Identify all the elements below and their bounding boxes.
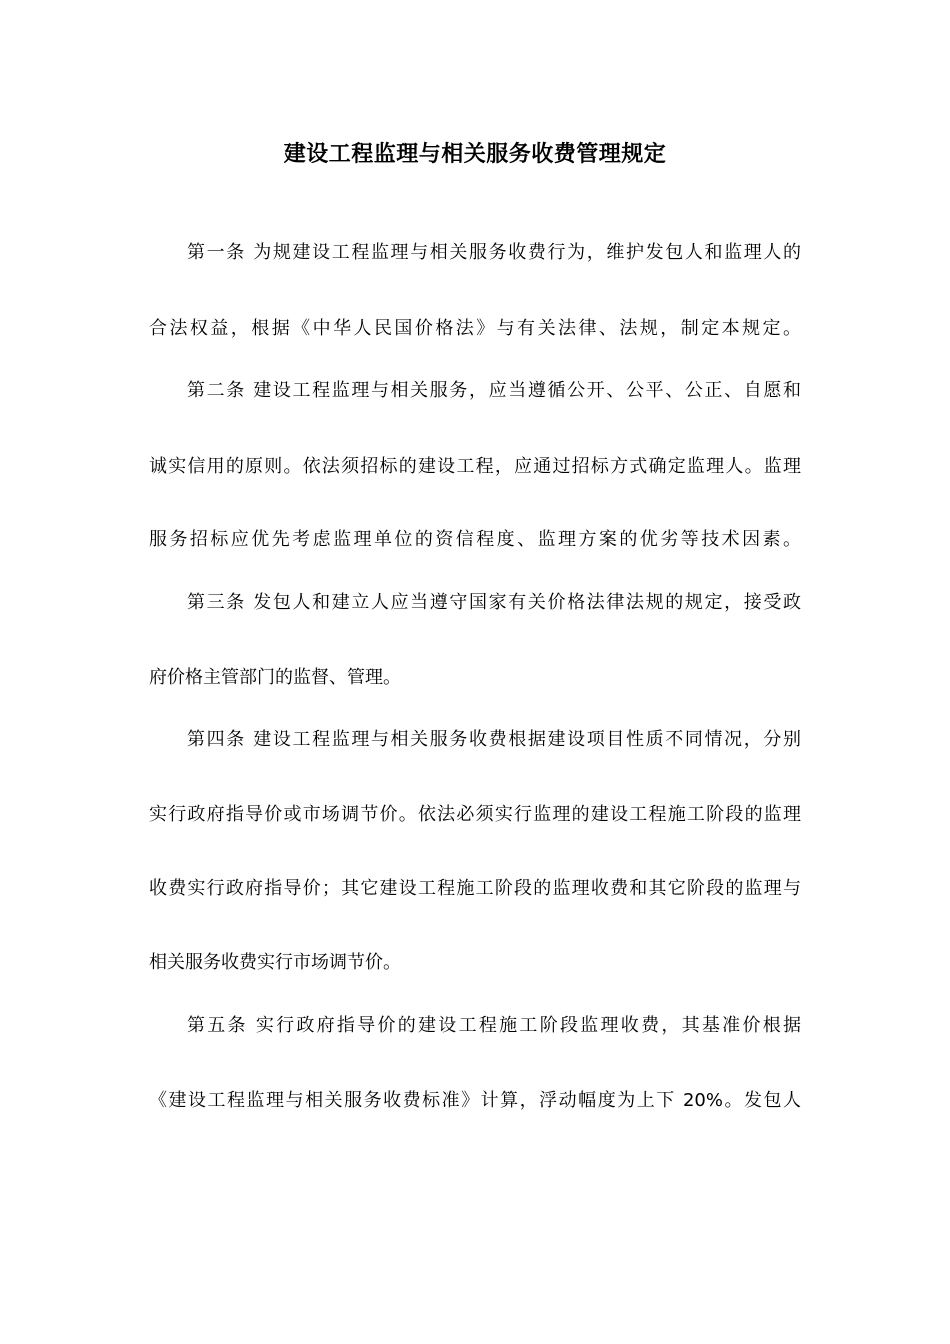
article-4-line-3: 收费实行政府指导价；其它建设工程施工阶段的监理收费和其它阶段的监理与: [149, 878, 801, 899]
document-title: 建设工程监理与相关服务收费管理规定: [283, 142, 667, 167]
article-1-line-2: 合法权益，根据《中华人民国价格法》与有关法律、法规，制定本规定。: [149, 318, 801, 339]
article-4-line-2: 实行政府指导价或市场调节价。依法必须实行监理的建设工程施工阶段的监理: [149, 804, 801, 825]
article-4-line-4: 相关服务收费实行市场调节价。: [149, 952, 401, 973]
article-2-line-1: 第二条 建设工程监理与相关服务，应当遵循公开、公平、公正、自愿和: [187, 380, 801, 401]
article-1-line-1: 第一条 为规建设工程监理与相关服务收费行为，维护发包人和监理人的: [187, 242, 801, 263]
article-5-line-1: 第五条 实行政府指导价的建设工程施工阶段监理收费，其基准价根据: [187, 1015, 801, 1036]
article-5-line-2: 《建设工程监理与相关服务收费标准》计算，浮动幅度为上下 20%。发包人: [149, 1090, 801, 1111]
article-3-line-1: 第三条 发包人和建立人应当遵守国家有关价格法律法规的规定，接受政: [187, 592, 801, 613]
article-4-line-1: 第四条 建设工程监理与相关服务收费根据建设项目性质不同情况，分别: [187, 729, 801, 750]
article-3-line-2: 府价格主管部门的监督、管理。: [149, 667, 401, 688]
article-2-line-2: 诚实信用的原则。依法须招标的建设工程，应通过招标方式确定监理人。监理: [149, 456, 801, 477]
article-2-line-3: 服务招标应优先考虑监理单位的资信程度、监理方案的优劣等技术因素。: [149, 529, 801, 550]
